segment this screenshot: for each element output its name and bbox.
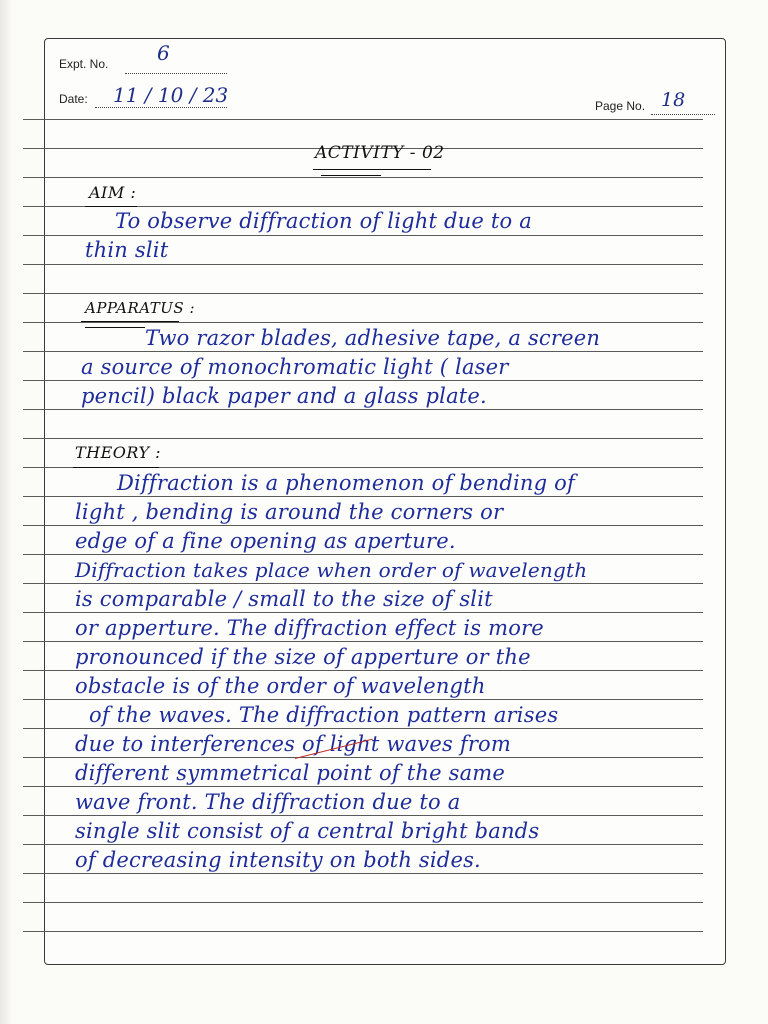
theory-line: of the waves. The diffraction pattern arises <box>89 703 559 727</box>
apparatus-heading: APPARATUS : <box>85 299 196 317</box>
theory-line: light , bending is around the corners or <box>75 500 504 524</box>
ruled-line <box>23 409 703 410</box>
ruled-line <box>23 438 703 439</box>
page-no-dotted-line <box>651 114 715 115</box>
ruled-line <box>23 119 703 120</box>
apparatus-line: pencil) black paper and a glass plate. <box>81 384 487 408</box>
ruled-line <box>23 583 703 584</box>
expt-no-label: Expt. No. <box>59 57 109 71</box>
ruled-line <box>23 873 703 874</box>
ruled-line <box>23 525 703 526</box>
title-underline <box>321 175 381 176</box>
ruled-line <box>23 757 703 758</box>
theory-line: pronounced if the size of apperture or the <box>75 645 531 669</box>
apparatus-underline <box>81 321 179 322</box>
theory-line: wave front. The diffraction due to a <box>75 790 461 814</box>
expt-no-value: 6 <box>157 41 170 65</box>
ruled-line <box>23 612 703 613</box>
page-no-value: 18 <box>661 89 686 111</box>
activity-title: ACTIVITY - 02 <box>315 143 445 163</box>
ruled-line <box>23 786 703 787</box>
theory-line: or apperture. The diffraction effect is more <box>75 616 544 640</box>
aim-line: To observe diffraction of light due to a <box>115 209 532 233</box>
ruled-line <box>23 844 703 845</box>
notebook-page <box>44 38 726 965</box>
theory-line: is comparable / small to the size of slit <box>75 587 493 611</box>
date-label: Date: <box>59 92 88 106</box>
aim-line: thin slit <box>85 238 169 262</box>
ruled-line <box>23 815 703 816</box>
theory-line: Diffraction takes place when order of wavelength <box>75 558 588 582</box>
theory-line: single slit consist of a central bright bands <box>75 819 540 843</box>
apparatus-line: Two razor blades, adhesive tape, a screen <box>145 326 601 350</box>
theory-heading: THEORY : <box>75 443 162 462</box>
theory-line: obstacle is of the order of wavelength <box>75 674 486 698</box>
title-underline <box>313 169 431 170</box>
ruled-line <box>23 641 703 642</box>
ruled-line <box>23 264 703 265</box>
ruled-line <box>23 235 703 236</box>
ruled-line <box>23 728 703 729</box>
theory-line: Diffraction is a phenomenon of bending of <box>117 471 575 495</box>
ruled-line <box>23 322 703 323</box>
ruled-line <box>23 931 703 932</box>
theory-underline <box>73 467 159 468</box>
ruled-line <box>23 380 703 381</box>
apparatus-line: a source of monochromatic light ( laser <box>81 355 509 379</box>
ruled-line <box>23 177 703 178</box>
expt-no-dotted-line <box>125 73 227 74</box>
ruled-line <box>23 554 703 555</box>
theory-line: of decreasing intensity on both sides. <box>75 848 481 872</box>
ruled-line <box>23 351 703 352</box>
ruled-line <box>23 293 703 294</box>
date-value: 11 / 10 / 23 <box>113 83 229 107</box>
page-no-label: Page No. <box>595 99 646 113</box>
ruled-line <box>23 496 703 497</box>
theory-line: edge of a fine opening as aperture. <box>75 529 456 553</box>
ruled-line <box>23 670 703 671</box>
aim-heading: AIM : <box>89 183 137 202</box>
ruled-line <box>23 699 703 700</box>
ruled-line <box>23 902 703 903</box>
date-dotted-line <box>95 107 227 108</box>
aim-underline <box>85 206 137 207</box>
theory-line: due to interferences of light waves from <box>75 732 512 756</box>
theory-line: different symmetrical point of the same <box>75 761 506 785</box>
apparatus-underline <box>85 327 145 328</box>
